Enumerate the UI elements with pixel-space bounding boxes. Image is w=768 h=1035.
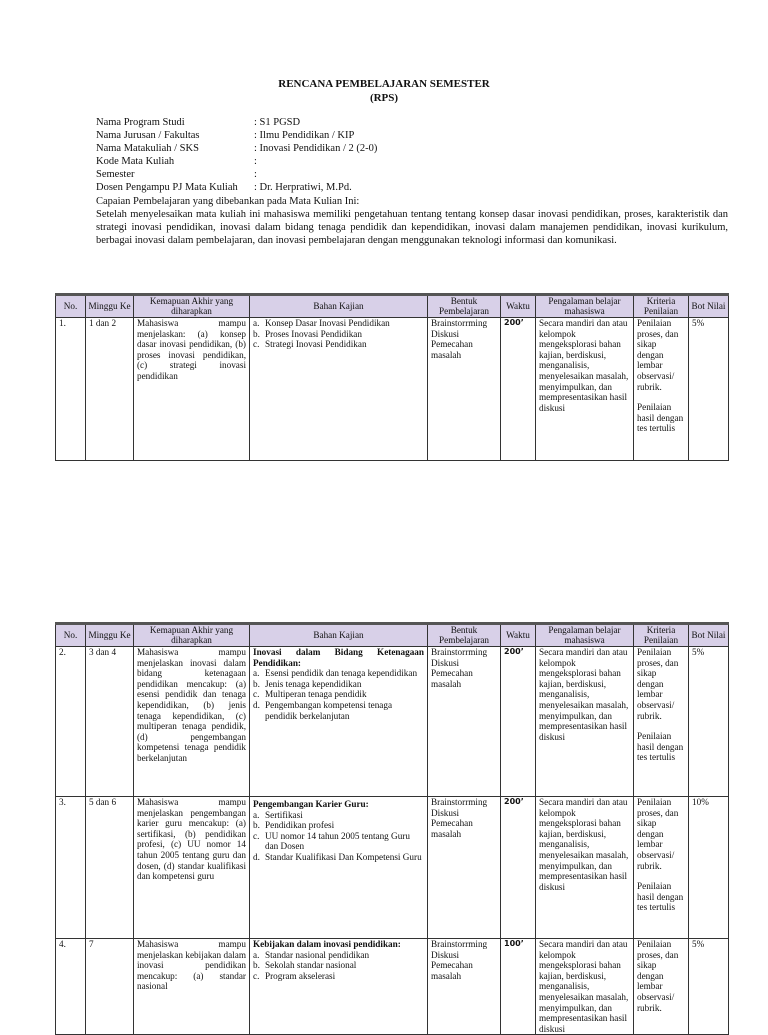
course-info	[96, 116, 377, 194]
col-header-bahan: Bahan Kajian	[250, 295, 428, 318]
cell-bentuk: Brainstorrming Diskusi Pemecahan masalah	[428, 647, 501, 797]
cell-minggu: 7	[86, 939, 134, 1035]
cell-kemampuan: Mahasiswa mampu menjelaskan inovasi dalam bidang ketenagaan pendidikan mencakup: (a) esensi pendidik dan tenaga kependidikan, (b) jenis tenaga kependidikan, (c) multiperan tenaga pendidik, (d) pengembangan kompetensi tenaga pendidik berkelanjutan	[134, 647, 250, 797]
cell-no: 2.	[56, 647, 86, 797]
cell-kemampuan: Mahasiswa mampu menjelaskan: (a) konsep dasar inovasi pendidikan, (b) proses inovasi pendidikan, (c) strategi inovasi pendidikan	[134, 318, 250, 461]
table-row	[56, 939, 729, 1035]
table-row	[56, 647, 729, 797]
cell-no: 3.	[56, 797, 86, 939]
cell-bahan	[250, 647, 428, 797]
col-header-bentuk: Bentuk Pembelajaran	[428, 295, 501, 318]
cell-bot: 5%	[689, 647, 729, 797]
rps-table-1	[55, 293, 729, 461]
list-item: c. UU nomor 14 tahun 2005 tentang Guru dan Dosen	[253, 830, 410, 852]
cell-minggu: 1 dan 2	[86, 318, 134, 461]
table-header-row	[56, 624, 729, 647]
list-item: a. Standar nasional pendidikan	[253, 949, 370, 960]
col-header-pengalaman: Pengalaman belajar mahasiswa	[536, 295, 634, 318]
cell-pengalaman: Secara mandiri dan atau kelompok mengeksplorasi bahan kajian, berdiskusi, menganalisis, menyelesaikan masalah, menyimpulkan, dan mempresentasikan hasil diskusi	[536, 318, 634, 461]
learning-outcome	[96, 195, 728, 247]
cell-minggu: 5 dan 6	[86, 797, 134, 939]
bahan-title: Inovasi dalam Bidang Ketenagaan Pendidikan:	[253, 647, 424, 668]
col-header-kemampuan: Kemapuan Akhir yang diharapkan	[134, 624, 250, 647]
cell-kemampuan: Mahasiswa mampu menjelaskan pengembangan karier guru mencakup: (a) sertifikasi, (b) pendidikan profesi, (c) UU nomor 14 tahun 2005 tentang guru dan dosen, (d) standar kualifikasi dan kompetensi guru	[134, 797, 250, 939]
cell-no: 4.	[56, 939, 86, 1035]
col-header-bentuk: Bentuk Pembelajaran	[428, 624, 501, 647]
col-header-no: No.	[56, 624, 86, 647]
list-item: a. Konsep Dasar Inovasi Pendidikan	[253, 318, 390, 328]
cell-waktu: 200’	[501, 647, 536, 797]
bahan-list	[253, 950, 424, 982]
col-header-kemampuan: Kemapuan Akhir yang diharapkan	[134, 295, 250, 318]
info-row: Dosen Pengampu PJ Mata Kuliah : Dr. Herpratiwi, M.Pd.	[96, 182, 352, 193]
list-item: c. Program akselerasi	[253, 970, 336, 981]
rps-table-2	[55, 622, 729, 1035]
table-row	[56, 318, 729, 461]
list-item: b. Sekolah standar nasional	[253, 960, 357, 971]
bahan-list	[253, 318, 424, 350]
table-row	[56, 797, 729, 939]
cell-bahan	[250, 797, 428, 939]
cell-no: 1.	[56, 318, 86, 461]
col-header-waktu: Waktu	[501, 295, 536, 318]
list-item: d. Pengembangan kompetensi tenaga pendidik berkelanjutan	[253, 699, 393, 721]
cell-bot: 5%	[689, 939, 729, 1035]
list-item: c. Strategi Inovasi Pendidikan	[253, 339, 367, 350]
cell-bentuk: Brainstorrming Diskusi Pemecahan masalah	[428, 318, 501, 461]
cell-waktu: 200’	[501, 318, 536, 461]
list-item: b. Jenis tenaga kependidikan	[253, 678, 362, 689]
cell-waktu: 200’	[501, 797, 536, 939]
col-header-bahan: Bahan Kajian	[250, 624, 428, 647]
cell-kriteria: Penilaian proses, dan sikap dengan lembar observasi/ rubrik. Penilaian hasil dengan tes tertulis	[634, 318, 689, 461]
cell-pengalaman: Secara mandiri dan atau kelompok mengeksplorasi bahan kajian, berdiskusi, menganalisis, menyelesaikan masalah, menyimpulkan, dan mempresentasikan hasil diskusi	[536, 647, 634, 797]
col-header-kriteria: Kriteria Penilaian	[634, 295, 689, 318]
bahan-list	[253, 810, 424, 863]
list-item: c. Multiperan tenaga pendidik	[253, 689, 367, 700]
cell-bahan	[250, 318, 428, 461]
doc-subtitle: (RPS)	[369, 92, 399, 104]
cell-bentuk: Brainstorrming Diskusi Pemecahan masalah	[428, 797, 501, 939]
col-header-waktu: Waktu	[501, 624, 536, 647]
learning-outcome-heading: Capaian Pembelajaran yang dibebankan pada Mata Kulian Ini:	[96, 196, 360, 207]
list-item: d. Standar Kualifikasi Dan Kompetensi Guru	[253, 851, 422, 862]
info-row: Semester :	[96, 169, 257, 180]
info-row: Nama Jurusan / Fakultas : Ilmu Pendidikan / KIP	[96, 130, 355, 141]
bahan-title: Pengembangan Karier Guru:	[253, 799, 369, 809]
doc-title: RENCANA PEMBELAJARAN SEMESTER	[278, 78, 490, 90]
info-row: Nama Program Studi : S1 PGSD	[96, 117, 301, 128]
info-row: Kode Mata Kuliah :	[96, 156, 257, 167]
col-header-minggu: Minggu Ke	[86, 295, 134, 318]
col-header-pengalaman: Pengalaman belajar mahasiswa	[536, 624, 634, 647]
learning-outcome-text: Setelah menyelesaikan mata kuliah ini mahasiswa memiliki pengetahuan tentang tentang konsep dasar inovasi pendidikan, proses, karakteristik dan strategi inovasi pendidikan, inovasi dalam bidang tenaga pendidik dan kependidikan, inovasi dalam manajemen pendidikan, inovasi kurikulum, berbagai inovasi dalam pembelajaran, dan inovasi pembelajaran dengan menggunakan teknologi informasi dan komunikasi.	[96, 209, 728, 246]
cell-bentuk: Brainstorrming Diskusi Pemecahan masalah	[428, 939, 501, 1035]
cell-bahan	[250, 939, 428, 1035]
cell-kriteria: Penilaian proses, dan sikap dengan lembar observasi/ rubrik. Penilaian hasil dengan tes tertulis	[634, 647, 689, 797]
cell-bot: 10%	[689, 797, 729, 939]
cell-kriteria: Penilaian proses, dan sikap dengan lembar observasi/ rubrik. Penilaian hasil dengan tes tertulis	[634, 797, 689, 939]
cell-waktu: 100’	[501, 939, 536, 1035]
list-item: b. Pendidikan profesi	[253, 820, 335, 831]
cell-bot: 5%	[689, 318, 729, 461]
cell-kriteria: Penilaian proses, dan sikap dengan lembar observasi/ rubrik.	[634, 939, 689, 1035]
col-header-minggu: Minggu Ke	[86, 624, 134, 647]
list-item: a. Sertifikasi	[253, 809, 303, 820]
info-row: Nama Matakuliah / SKS : Inovasi Pendidikan / 2 (2-0)	[96, 143, 378, 154]
cell-pengalaman: Secara mandiri dan atau kelompok mengeksplorasi bahan kajian, berdiskusi, menganalisis, menyelesaikan masalah, menyimpulkan, dan mempresentasikan hasil diskusi	[536, 797, 634, 939]
col-header-bot: Bot Nilai	[689, 295, 729, 318]
bahan-title: Kebijakan dalam inovasi pendidikan:	[253, 939, 401, 949]
table-header-row	[56, 295, 729, 318]
col-header-kriteria: Kriteria Penilaian	[634, 624, 689, 647]
list-item: b. Proses Inovasi Pendidikan	[253, 328, 362, 339]
bahan-list	[253, 668, 424, 721]
col-header-bot: Bot Nilai	[689, 624, 729, 647]
cell-minggu: 3 dan 4	[86, 647, 134, 797]
cell-pengalaman: Secara mandiri dan atau kelompok mengeksplorasi bahan kajian, berdiskusi, menganalisis, menyelesaikan masalah, menyimpulkan, dan mempresentasikan hasil diskusi	[536, 939, 634, 1035]
col-header-no: No.	[56, 295, 86, 318]
list-item: a. Esensi pendidik dan tenaga kependidikan	[253, 668, 418, 679]
cell-kemampuan: Mahasiswa mampu menjelaskan kebijakan dalam inovasi pendidikan mencakup: (a) standar nasional	[134, 939, 250, 1035]
